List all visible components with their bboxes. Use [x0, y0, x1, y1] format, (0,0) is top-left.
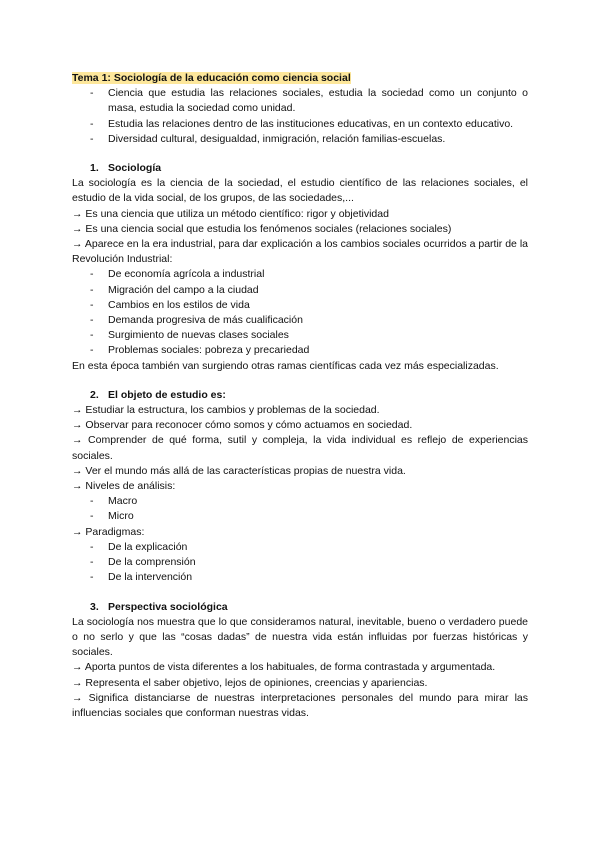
list-item: - Cambios en los estilos de vida	[72, 298, 528, 313]
section-number: 3.	[90, 600, 99, 613]
section-number: 1.	[90, 162, 99, 175]
arrow-line: → Ver el mundo más allá de las características propias de nuestra vida.	[72, 464, 406, 477]
section-title: Perspectiva sociológica	[108, 600, 228, 613]
arrow-line: → Comprender de qué forma, sutil y compleja, la vida individual es reflejo de experiencias sociales.	[72, 434, 528, 462]
arrow-line: → Observar para reconocer cómo somos y cómo actuamos en sociedad.	[72, 419, 413, 432]
changes-list	[72, 267, 528, 358]
paragraph: La sociología es la ciencia de la sociedad, el estudio científico de las relaciones sociales, el estudio de la vida social, de los grupos, de las sociedades,...	[72, 177, 528, 205]
list-item: - Diversidad cultural, desigualdad, inmigración, relación familias-escuelas.	[72, 132, 528, 147]
arrow-line: → Representa el saber objetivo, lejos de opiniones, creencias y apariencias.	[72, 676, 428, 689]
paragraph: En esta época también van surgiendo otras ramas científicas cada vez más especializadas.	[72, 359, 499, 372]
list-item: - De la explicación	[72, 540, 528, 555]
section-title: Sociología	[108, 162, 162, 175]
section-heading-perspectiva	[72, 600, 528, 615]
paragraph: La sociología nos muestra que lo que consideramos natural, inevitable, bueno o verdadero puede o no serlo y que las “cosas dadas” de nuestra vida están influidas por fuerzas históricas y sociales.	[72, 615, 528, 659]
arrow-line: → Estudiar la estructura, los cambios y problemas de la sociedad.	[72, 404, 380, 417]
arrow-line: → Niveles de análisis:	[72, 480, 176, 493]
list-item: - Macro	[72, 494, 528, 509]
list-item: - Estudia las relaciones dentro de las instituciones educativas, en un contexto educativo.	[72, 117, 528, 132]
arrow-line: → Aparece en la era industrial, para dar explicación a los cambios sociales ocurridos a partir de la Revolución Industrial:	[72, 238, 528, 266]
list-item: - Demanda progresiva de más cualificación	[72, 313, 528, 328]
arrow-line: → Paradigmas:	[72, 525, 145, 538]
paradigms-list	[72, 540, 528, 586]
list-item: - Ciencia que estudia las relaciones sociales, estudia la sociedad como un conjunto o masa, estudia la sociedad como unidad.	[72, 86, 528, 116]
list-item: - Micro	[72, 509, 528, 524]
list-item: - Surgimiento de nuevas clases sociales	[72, 328, 528, 343]
list-item: - De la comprensión	[72, 555, 528, 570]
section-number: 2.	[90, 388, 99, 401]
section-heading-sociologia	[72, 161, 528, 176]
title-line	[72, 71, 528, 86]
intro-list	[72, 86, 528, 147]
arrow-line: → Significa distanciarse de nuestras interpretaciones personales del mundo para mirar las influencias sociales que conforman nuestras vidas.	[72, 691, 528, 719]
list-item: - De economía agrícola a industrial	[72, 267, 528, 282]
arrow-line: → Es una ciencia social que estudia los fenómenos sociales (relaciones sociales)	[72, 222, 452, 235]
arrow-line: → Aporta puntos de vista diferentes a los habituales, de forma contrastada y argumentada.	[72, 661, 496, 674]
list-item: - De la intervención	[72, 570, 528, 585]
levels-list	[72, 494, 528, 524]
list-item: - Migración del campo a la ciudad	[72, 283, 528, 298]
page-title: Tema 1: Sociología de la educación como ciencia social	[72, 72, 351, 84]
list-item: - Problemas sociales: pobreza y precariedad	[72, 343, 528, 358]
section-heading-objeto	[72, 388, 528, 403]
arrow-line: → Es una ciencia que utiliza un método científico: rigor y objetividad	[72, 207, 389, 220]
section-title: El objeto de estudio es:	[108, 388, 226, 401]
